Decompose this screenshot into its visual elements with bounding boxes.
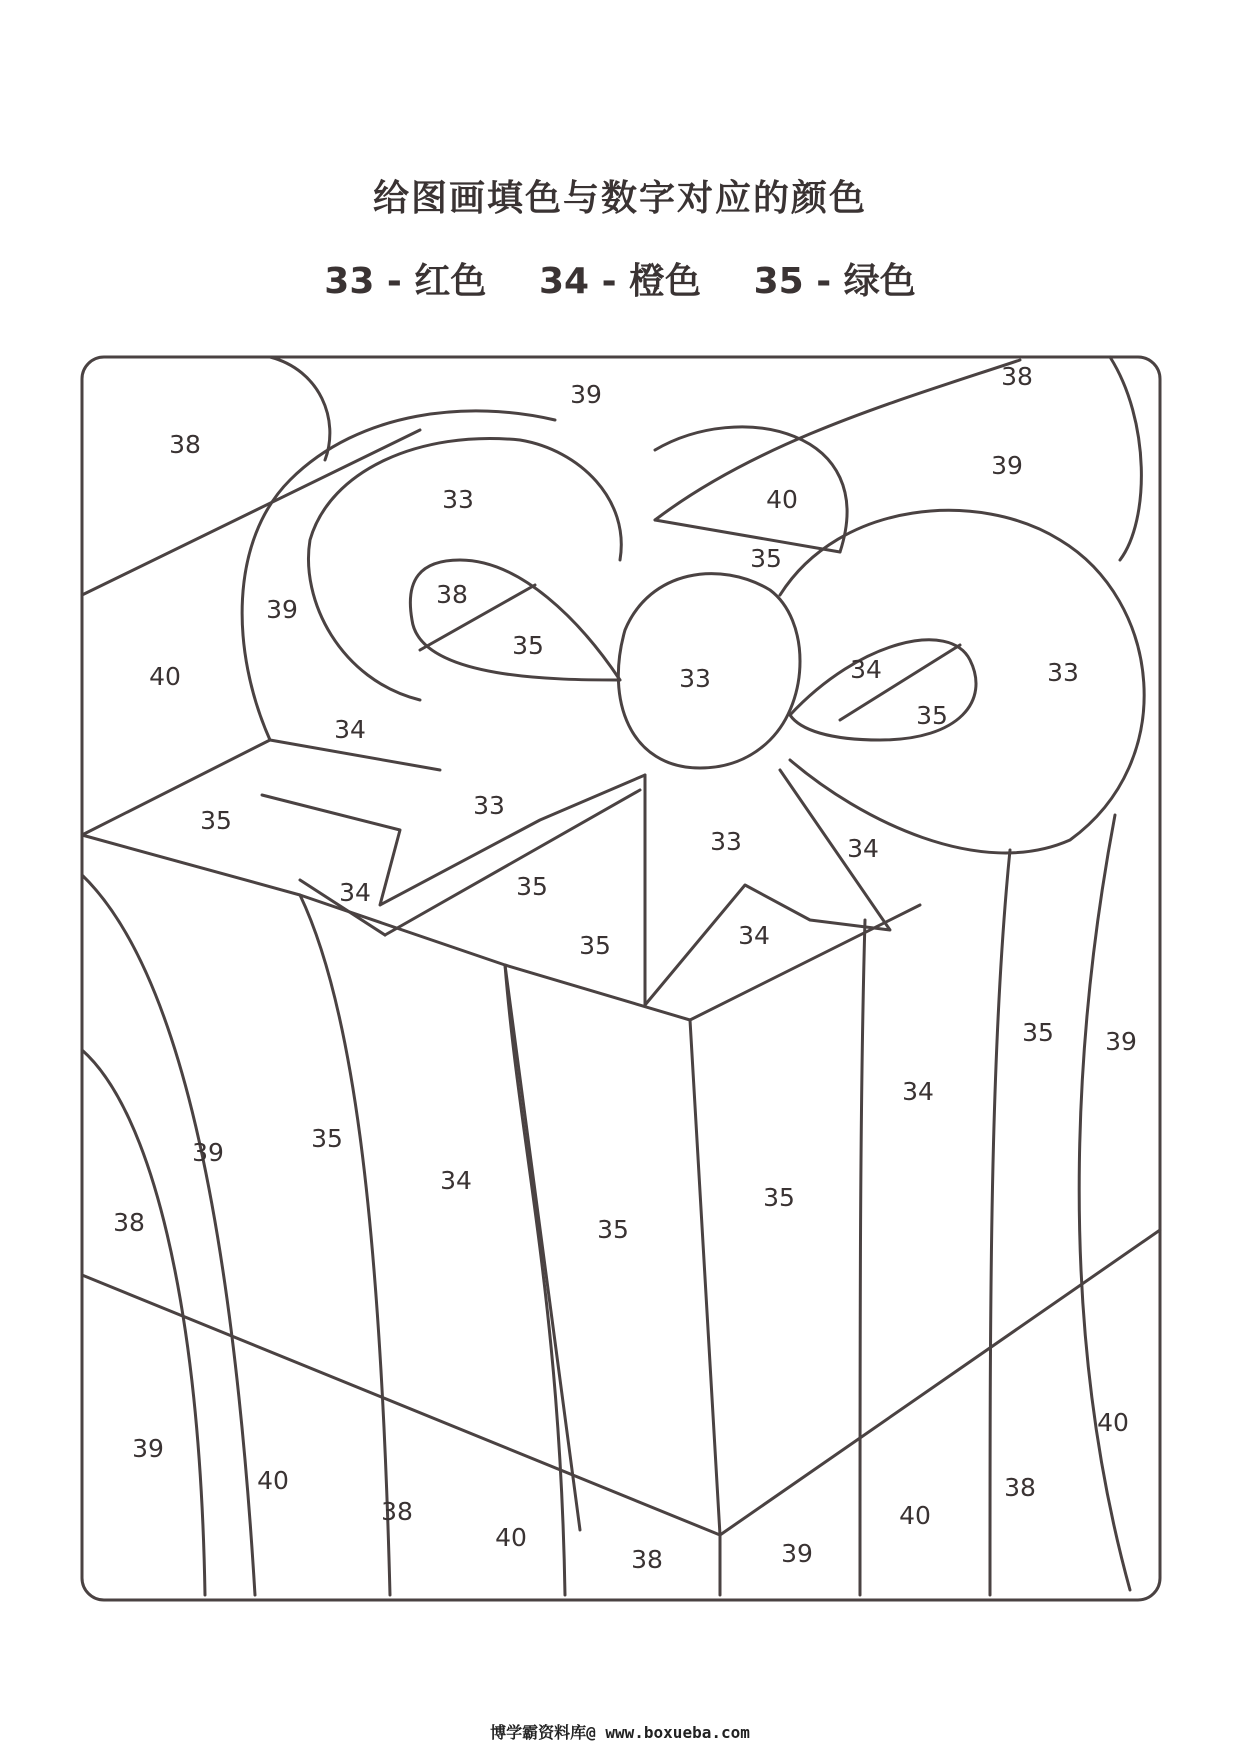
region-number: 39	[991, 451, 1023, 480]
swirl-line	[655, 360, 1020, 520]
region-number: 38	[436, 580, 468, 609]
region-number: 40	[495, 1523, 527, 1552]
region-number: 35	[311, 1124, 343, 1153]
region-number: 39	[132, 1434, 164, 1463]
region-number: 34	[440, 1166, 472, 1195]
region-number: 38	[631, 1545, 663, 1574]
region-number: 35	[597, 1215, 629, 1244]
region-number: 35	[750, 544, 782, 573]
region-number: 34	[902, 1077, 934, 1106]
region-number: 40	[766, 485, 798, 514]
page-title: 给图画填色与数字对应的颜色	[372, 178, 867, 219]
bow-loop-line	[242, 411, 555, 740]
region-number: 35	[579, 931, 611, 960]
region-number: 35	[1022, 1018, 1054, 1047]
region-number: 39	[266, 595, 298, 624]
region-number: 33	[679, 664, 711, 693]
bow-loop-line	[308, 438, 621, 700]
footer-watermark: 博学霸资料库@ www.boxueba.com	[490, 1723, 750, 1742]
swirl-line	[270, 357, 330, 460]
region-number: 39	[781, 1539, 813, 1568]
region-number: 35	[512, 631, 544, 660]
box-edge	[505, 965, 580, 1530]
region-number: 40	[899, 1501, 931, 1530]
legend-item-33: 33 - 红色	[324, 261, 487, 302]
stripe-line	[505, 965, 565, 1595]
region-number: 33	[473, 791, 505, 820]
region-number: 34	[847, 834, 879, 863]
stripe-line	[82, 1050, 205, 1595]
region-number: 39	[570, 380, 602, 409]
bow-loop-line	[780, 510, 1144, 853]
region-number: 33	[1047, 658, 1079, 687]
region-number: 34	[738, 921, 770, 950]
region-number: 35	[916, 701, 948, 730]
region-number: 38	[169, 430, 201, 459]
region-number: 38	[1004, 1473, 1036, 1502]
ribbon-line	[82, 740, 440, 835]
bow-loop-line	[790, 640, 976, 740]
region-number: 34	[850, 655, 882, 684]
region-number: 33	[442, 485, 474, 514]
region-number: 33	[710, 827, 742, 856]
box-edge	[82, 1230, 1160, 1535]
swirl-line	[82, 430, 420, 595]
bow-loop-line	[655, 427, 847, 552]
region-number: 38	[113, 1208, 145, 1237]
region-number: 35	[516, 872, 548, 901]
stripe-line	[300, 895, 390, 1595]
region-number: 38	[381, 1497, 413, 1526]
region-number: 35	[200, 806, 232, 835]
stripe-line	[1079, 815, 1130, 1590]
legend-item-34: 34 - 橙色	[538, 261, 702, 302]
swirl-line	[1110, 357, 1141, 560]
box-edge	[690, 1020, 720, 1535]
ribbon-line	[262, 775, 645, 905]
region-number: 35	[763, 1183, 795, 1212]
region-number: 40	[1097, 1408, 1129, 1437]
bow-loop-line	[655, 520, 840, 552]
box-edge	[82, 835, 920, 1020]
legend-item-35: 35 - 绿色	[753, 261, 916, 302]
region-number: 38	[1001, 362, 1033, 391]
region-number: 39	[192, 1138, 224, 1167]
stripe-line	[860, 920, 865, 1595]
region-number: 39	[1105, 1027, 1137, 1056]
region-number: 40	[257, 1466, 289, 1495]
region-number: 34	[334, 715, 366, 744]
bow-loop-line	[410, 560, 620, 680]
region-number: 34	[339, 878, 371, 907]
region-number: 40	[149, 662, 181, 691]
ribbon-line	[385, 790, 640, 935]
